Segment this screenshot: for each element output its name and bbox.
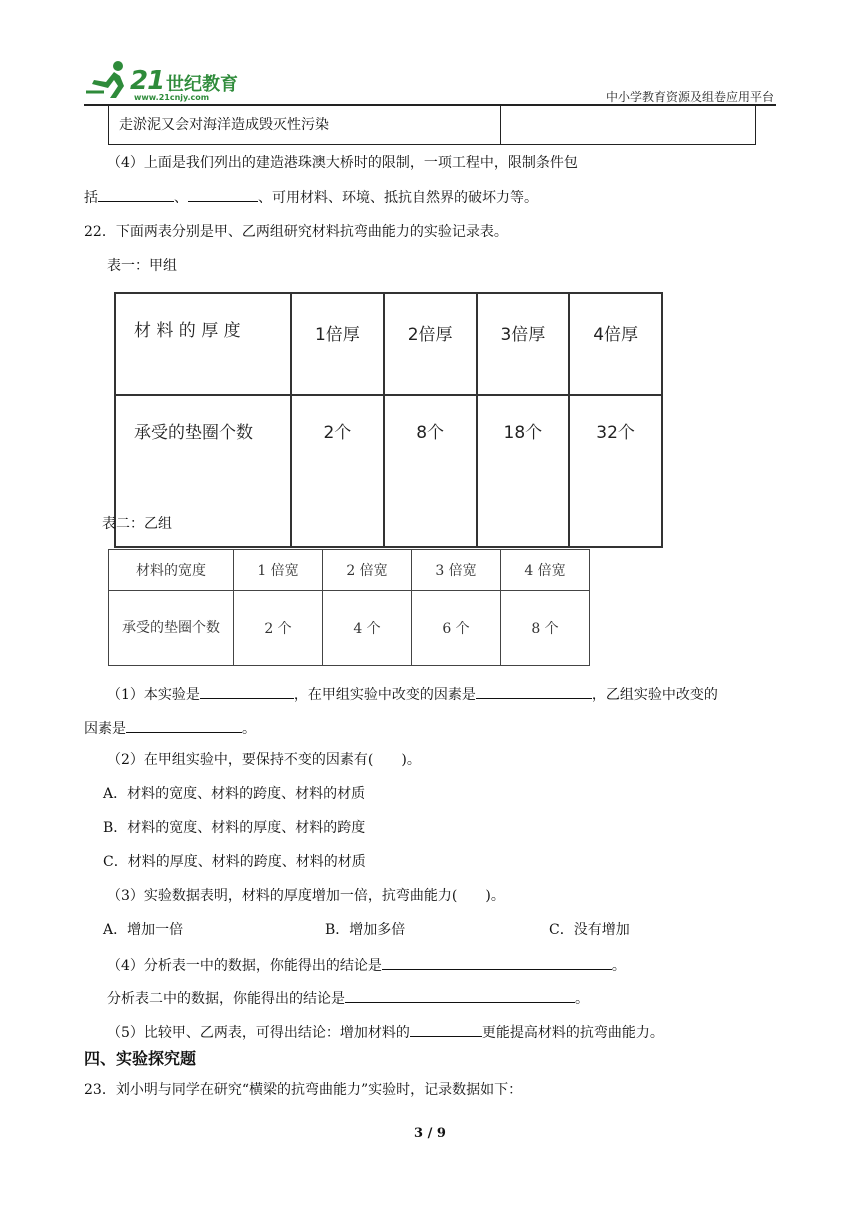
question-line	[84, 718, 256, 739]
table-cell: 4倍厚	[569, 293, 662, 395]
text: 更能提高材料的抗弯曲能力。	[481, 1025, 664, 1041]
table-cell: 8个	[384, 395, 477, 547]
text: （1）本实验是	[107, 687, 200, 703]
option-c[interactable]: C．没有增加	[549, 922, 630, 938]
table-cell: 2 个	[234, 591, 323, 666]
page-number: 3 / 9	[414, 1126, 446, 1141]
row-label: 承受的垫圈个数	[115, 395, 291, 547]
option-a[interactable]: A．增加一倍	[103, 922, 184, 938]
table-cell: 2倍厚	[384, 293, 477, 395]
answer-blank[interactable]	[382, 955, 612, 970]
text: ，乙组实验中改变的	[591, 687, 718, 703]
table-cell: 走淤泥又会对海洋造成毁灭性污染	[109, 106, 501, 144]
text: 。	[242, 721, 256, 737]
answer-blank[interactable]	[188, 187, 258, 202]
table-cell: 8 个	[501, 591, 590, 666]
table-cell: 3 倍宽	[412, 550, 501, 591]
table-cell: 4 倍宽	[501, 550, 590, 591]
row-label: 承受的垫圈个数	[109, 591, 234, 666]
logo-number: 21	[130, 66, 165, 96]
logo-url: www.21cnjy.com	[134, 93, 210, 102]
option-b[interactable]: B．材料的宽度、材料的厚度、材料的跨度	[103, 820, 366, 836]
table-cell: 2个	[291, 395, 384, 547]
question-line	[107, 1022, 664, 1043]
answer-blank[interactable]	[98, 187, 174, 202]
table-cell: 4 个	[323, 591, 412, 666]
question-stem: 22．下面两表分别是甲、乙两组研究材料抗弯曲能力的实验记录表。	[84, 224, 508, 240]
question-stem: （3）实验数据表明，材料的厚度增加一倍，抗弯曲能力( )。	[107, 888, 505, 904]
table-group-b	[108, 549, 590, 666]
table-cell: 6 个	[412, 591, 501, 666]
question-stem: （2）在甲组实验中，要保持不变的因素有( )。	[107, 752, 421, 768]
question-line	[107, 684, 718, 705]
table-group-a	[114, 292, 663, 548]
text: 、	[174, 190, 188, 206]
table-cell: 32个	[569, 395, 662, 547]
option-c[interactable]: C．材料的厚度、材料的跨度、材料的材质	[103, 854, 366, 870]
platform-tagline: 中小学教育资源及组卷应用平台	[605, 90, 774, 104]
text: 。	[575, 991, 589, 1007]
question-line	[84, 187, 538, 208]
table-cell: 1 倍宽	[234, 550, 323, 591]
row-label: 材料的宽度	[109, 550, 234, 591]
answer-blank[interactable]	[345, 988, 575, 1003]
logo-chinese-text: 世纪教育	[166, 74, 238, 95]
text: ，在甲组实验中改变的因素是	[293, 687, 476, 703]
table-cell: 1倍厚	[291, 293, 384, 395]
table-caption: 表二：乙组	[102, 516, 172, 532]
running-figure-icon	[84, 60, 134, 100]
text: 、可用材料、环境、抵抗自然界的破坏力等。	[258, 190, 538, 206]
question-line	[107, 955, 626, 976]
answer-blank[interactable]	[476, 684, 592, 699]
question-line	[107, 988, 589, 1009]
answer-blank[interactable]	[200, 684, 294, 699]
text: 因素是	[84, 721, 126, 737]
option-a[interactable]: A．材料的宽度、材料的跨度、材料的材质	[103, 786, 366, 802]
text: 分析表二中的数据，你能得出的结论是	[107, 991, 345, 1007]
question-stem: 23．刘小明与同学在研究“横梁的抗弯曲能力”实验时，记录数据如下：	[84, 1082, 523, 1098]
previous-table-tail	[108, 106, 756, 145]
text: （5）比较甲、乙两表，可得出结论：增加材料的	[107, 1025, 410, 1041]
table-cell: 3倍厚	[477, 293, 570, 395]
answer-blank[interactable]	[126, 718, 242, 733]
row-label: 材 料 的 厚 度	[115, 293, 291, 395]
table-caption: 表一：甲组	[107, 258, 177, 274]
text: （4）分析表一中的数据，你能得出的结论是	[107, 958, 382, 974]
section-heading: 四、实验探究题	[84, 1049, 197, 1068]
table-cell: 18个	[477, 395, 570, 547]
question-line: （4）上面是我们列出的建造港珠澳大桥时的限制，一项工程中，限制条件包	[107, 155, 578, 171]
table-cell: 2 倍宽	[323, 550, 412, 591]
text: 括	[84, 190, 98, 206]
option-b[interactable]: B．增加多倍	[325, 922, 406, 938]
answer-blank[interactable]	[410, 1022, 482, 1037]
text: 。	[611, 958, 626, 974]
